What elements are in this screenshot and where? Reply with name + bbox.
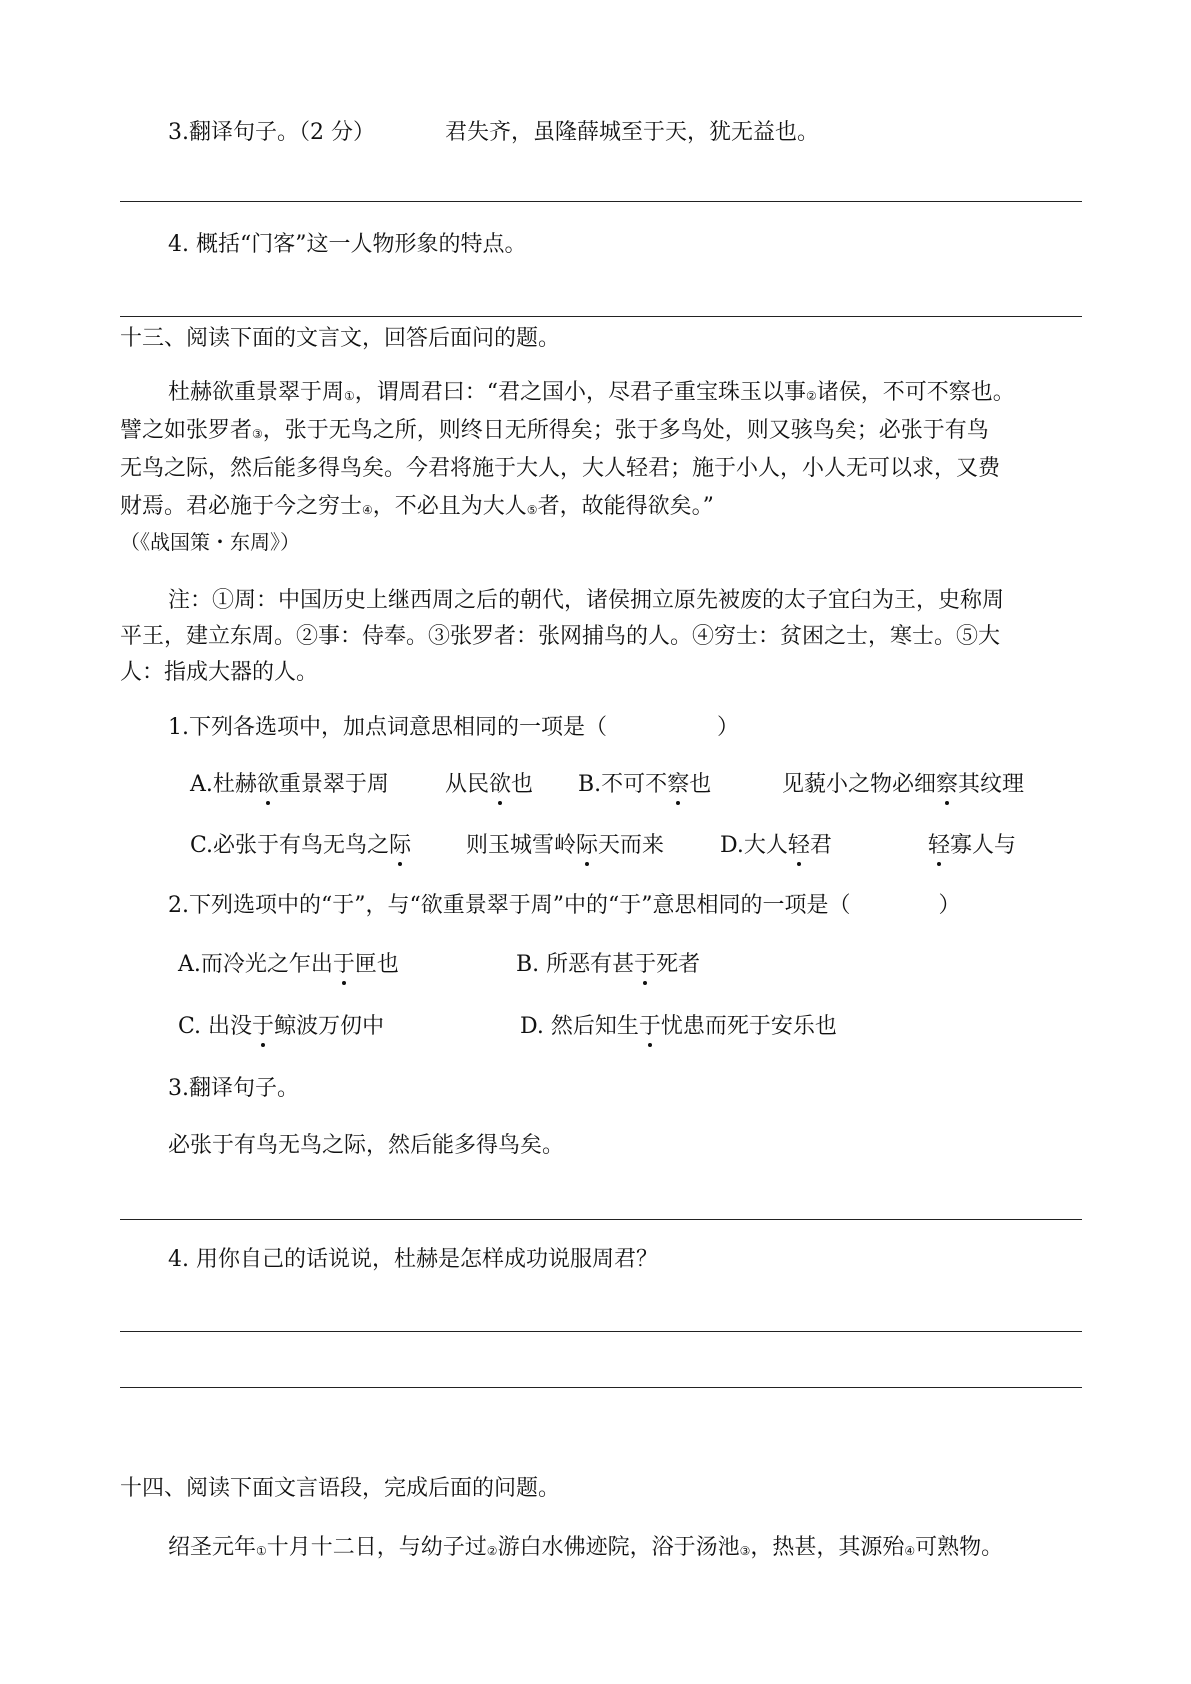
q13-2-option-d bbox=[520, 1012, 837, 1042]
option-text: 忧患而死于安乐也 bbox=[660, 1014, 837, 1039]
q12-q3-label: 3.翻译句子。（2 分） bbox=[168, 120, 375, 145]
option-label: D. bbox=[720, 833, 744, 858]
option-text: 必张于有鸟无鸟之 bbox=[213, 833, 390, 858]
q13-1-option-a-pair bbox=[445, 770, 533, 800]
option-text: 则玉城雪岭 bbox=[466, 833, 577, 858]
option-text: 大人 bbox=[743, 833, 788, 858]
q13-1-stem: 1.下列各选项中，加点词意思相同的一项是（ ） bbox=[168, 715, 739, 740]
notes-line-3: 人：指成大器的人。 bbox=[120, 660, 319, 685]
dotted-word: 欲 bbox=[257, 770, 279, 800]
option-text: 天而来 bbox=[598, 833, 665, 858]
option-label: B. bbox=[578, 772, 602, 797]
q13-2-option-b bbox=[516, 950, 700, 980]
option-text: A.而冷光之乍出 bbox=[178, 952, 333, 977]
option-text: 也 bbox=[511, 772, 534, 797]
q13-1-option-d bbox=[720, 831, 832, 861]
dotted-word: 察 bbox=[667, 770, 689, 800]
passage-text: ，热甚，其源殆 bbox=[750, 1535, 905, 1560]
passage-text: 者，故能得欲矣。” bbox=[537, 494, 714, 519]
option-label: A. bbox=[190, 772, 213, 797]
q13-1-option-b bbox=[578, 770, 711, 800]
option-label: C. bbox=[190, 833, 214, 858]
section-13-heading: 十三、阅读下面的文言文，回答后面问的题。 bbox=[120, 326, 561, 351]
answer-line bbox=[120, 1219, 1082, 1220]
passage-text: 杜赫欲重景翠于周 bbox=[168, 380, 345, 405]
passage-line-1 bbox=[168, 378, 1015, 410]
q13-2-stem: 2.下列选项中的“于”，与“欲重景翠于周”中的“于”意思相同的一项是（ ） bbox=[168, 893, 961, 918]
option-text: 从民 bbox=[445, 772, 490, 797]
option-text: 其纹理 bbox=[958, 772, 1025, 797]
passage-text: 可熟物。 bbox=[915, 1535, 1004, 1560]
passage-line-2 bbox=[120, 416, 989, 448]
option-text: 杜赫 bbox=[212, 772, 257, 797]
dotted-word: 际 bbox=[389, 831, 411, 861]
passage-text: 诸侯，不可不察也。 bbox=[816, 380, 1015, 405]
option-text: D. 然后知生 bbox=[520, 1014, 639, 1039]
dotted-word: 轻 bbox=[928, 831, 950, 861]
note-mark: ④ bbox=[904, 1544, 916, 1558]
q13-1-option-a bbox=[190, 770, 389, 800]
dotted-word: 于 bbox=[252, 1012, 274, 1042]
option-text: C. 出没 bbox=[178, 1014, 253, 1039]
answer-line bbox=[120, 1387, 1082, 1388]
q13-1-option-d-pair bbox=[928, 831, 1016, 861]
option-text: B. 所恶有甚 bbox=[516, 952, 635, 977]
option-text: 死者 bbox=[656, 952, 701, 977]
passage-text: 绍圣元年 bbox=[168, 1535, 257, 1560]
option-text: 也 bbox=[689, 772, 712, 797]
dotted-word: 欲 bbox=[489, 770, 511, 800]
option-text: 匣也 bbox=[354, 952, 399, 977]
passage-text: 游白水佛迹院，浴于汤池 bbox=[497, 1535, 740, 1560]
answer-line bbox=[120, 201, 1082, 202]
passage-source: （《战国策・东周》） bbox=[120, 530, 300, 554]
option-text: 鲸波万仞中 bbox=[274, 1014, 385, 1039]
q12-q3-sentence: 君失齐，虽隆薛城至于天，犹无益也。 bbox=[445, 120, 820, 145]
passage-text: 财焉。君必施于今之穷士 bbox=[120, 494, 363, 519]
answer-line bbox=[120, 1331, 1082, 1332]
dotted-word: 于 bbox=[634, 950, 656, 980]
dotted-word: 于 bbox=[639, 1012, 661, 1042]
q14-passage-line-1 bbox=[168, 1533, 1003, 1565]
q13-1-option-c bbox=[190, 831, 411, 861]
q13-4-label: 4. 用你自己的话说说，杜赫是怎样成功说服周君？ bbox=[168, 1247, 658, 1272]
notes-line-2: 平王，建立东周。②事：侍奉。③张罗者：张网捕鸟的人。④穷士：贫困之士，寒士。⑤大 bbox=[120, 624, 1001, 649]
q13-3-label: 3.翻译句子。 bbox=[168, 1076, 299, 1101]
passage-line-3: 无鸟之际，然后能多得鸟矣。今君将施于大人，大人轻君；施于小人，小人无可以求，又费 bbox=[120, 456, 1001, 481]
option-text: 不可不 bbox=[601, 772, 668, 797]
dotted-word: 轻 bbox=[788, 831, 810, 861]
option-text: 君 bbox=[809, 833, 832, 858]
note-mark: ① bbox=[344, 389, 355, 403]
dotted-word: 际 bbox=[576, 831, 598, 861]
note-mark: ④ bbox=[362, 503, 373, 517]
note-mark: ② bbox=[806, 389, 817, 403]
note-mark: ③ bbox=[252, 427, 263, 441]
passage-line-4 bbox=[120, 492, 714, 524]
passage-text: 十月十二日，与幼子过 bbox=[266, 1535, 487, 1560]
passage-text: ，不必且为大人 bbox=[372, 494, 527, 519]
option-text: 寡人与 bbox=[950, 833, 1017, 858]
note-mark: ⑤ bbox=[526, 503, 538, 517]
q13-1-option-c-pair bbox=[466, 831, 664, 861]
note-mark: ① bbox=[256, 1544, 267, 1558]
q13-1-option-b-pair bbox=[782, 770, 1024, 800]
passage-text: ，张于无鸟之所，则终日无所得矣；张于多鸟处，则又骇鸟矣；必张于有鸟 bbox=[262, 418, 989, 443]
note-mark: ③ bbox=[739, 1544, 751, 1558]
passage-text: 譬之如张罗者 bbox=[120, 418, 253, 443]
q12-q4: 4. 概括“门客”这一人物形象的特点。 bbox=[168, 232, 527, 257]
option-text: 见藐小之物必细 bbox=[782, 772, 937, 797]
section-divider bbox=[120, 316, 1082, 317]
q13-2-option-c bbox=[178, 1012, 384, 1042]
option-text: 重景翠于周 bbox=[278, 772, 389, 797]
section-14-heading: 十四、阅读下面文言语段，完成后面的问题。 bbox=[120, 1476, 561, 1501]
note-mark: ② bbox=[486, 1544, 498, 1558]
dotted-word: 于 bbox=[333, 950, 355, 980]
passage-text: ，谓周君曰：“君之国小，尽君子重宝珠玉以事 bbox=[354, 380, 807, 405]
notes-line-1: 注：①周：中国历史上继西周之后的朝代，诸侯拥立原先被废的太子宜臼为王，史称周 bbox=[168, 588, 1005, 613]
q13-3-sentence: 必张于有鸟无鸟之际，然后能多得鸟矣。 bbox=[168, 1133, 565, 1158]
q13-2-option-a bbox=[178, 950, 399, 980]
dotted-word: 察 bbox=[936, 770, 958, 800]
